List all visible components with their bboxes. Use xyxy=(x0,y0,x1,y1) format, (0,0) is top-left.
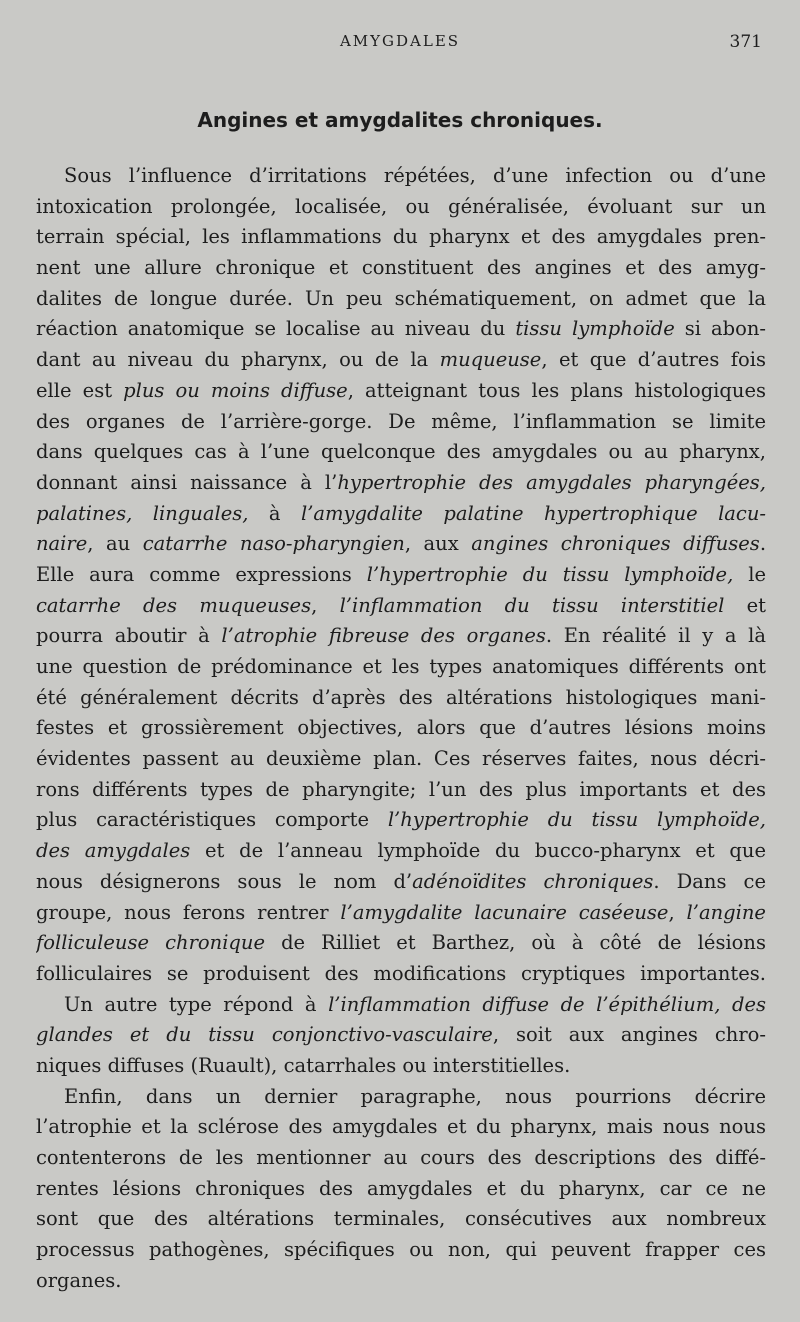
text-span: , et que d’autres fois xyxy=(541,348,766,372)
italic-span: l’atrophie fibreuse des organes xyxy=(221,624,546,648)
text-line xyxy=(36,621,766,652)
text-line xyxy=(36,1266,766,1297)
text-span: l’atrophie et la sclérose des amygdales et du pharynx, mais nous nous xyxy=(36,1115,766,1139)
text-span: donnant ainsi naissance à l’ xyxy=(36,470,338,494)
text-line xyxy=(36,1235,766,1266)
italic-span: l’inflammation du tissu interstitiel xyxy=(339,593,725,617)
text-span: dant au niveau du pharynx, ou de la xyxy=(36,348,440,372)
text-span: , atteignant tous les plans histologiques xyxy=(347,378,766,402)
text-line xyxy=(36,437,766,468)
text-line xyxy=(36,499,766,530)
text-line xyxy=(36,959,766,990)
text-span: à xyxy=(248,501,301,525)
text-span: été généralement décrits d’après des altérations histologiques mani- xyxy=(36,685,766,709)
text-line xyxy=(36,683,766,714)
text-line xyxy=(36,468,766,499)
italic-span: l’hypertrophie du tissu lymphoïde, xyxy=(387,808,766,832)
text-line xyxy=(36,284,766,315)
text-line xyxy=(36,345,766,376)
text-line xyxy=(36,1082,766,1113)
text-span: si abon- xyxy=(674,317,766,341)
italic-span: glandes et du tissu conjonctivo-vasculaire xyxy=(36,1023,493,1047)
page-header xyxy=(0,32,800,56)
text-span: , xyxy=(311,593,340,617)
text-line xyxy=(36,928,766,959)
text-span: , soit aux angines chro- xyxy=(492,1023,766,1047)
text-span: niques diffuses (Ruault), catarrhales ou interstitielles. xyxy=(36,1053,571,1077)
italic-span: l’inflammation diffuse de l’épithélium, des xyxy=(328,992,766,1016)
text-span: des organes de l’arrière-gorge. De même, l’inflammation se limite xyxy=(36,409,766,433)
text-span: le xyxy=(733,562,766,586)
text-span: une question de prédominance et les types anatomiques différents ont xyxy=(36,655,766,678)
text-span: , xyxy=(668,900,687,924)
italic-span: palatines, linguales, xyxy=(36,501,249,525)
text-span: et de l’anneau lymphoïde du bucco-pharynx et que xyxy=(190,839,766,863)
text-span: elle est xyxy=(36,378,124,402)
body-text xyxy=(36,161,766,1296)
text-line xyxy=(36,744,766,775)
italic-span: catarrhe naso-pharyngien xyxy=(142,532,405,556)
text-line xyxy=(36,805,766,836)
text-line xyxy=(36,222,766,253)
text-span: sont que des altérations terminales, consécutives aux nombreux xyxy=(36,1207,766,1231)
text-line xyxy=(36,1020,766,1051)
text-span: et xyxy=(724,593,766,617)
italic-span: adénoïdites chroniques xyxy=(412,869,654,893)
text-span: processus pathogènes, spécifiques ou non, qui peuvent frapper ces xyxy=(36,1238,766,1262)
italic-span: l’amygdalite lacunaire caséeuse xyxy=(340,900,669,924)
text-span: . En réalité il y a là xyxy=(545,624,766,648)
text-line xyxy=(36,1051,766,1082)
text-line xyxy=(36,529,766,560)
text-span: réaction anatomique se localise au niveau du xyxy=(36,317,516,341)
text-span: évidentes passent au deuxième plan. Ces réserves faites, nous décri- xyxy=(36,747,766,771)
text-span: plus caractéristiques comporte xyxy=(36,808,388,832)
text-span: pourra aboutir à xyxy=(36,624,222,648)
text-span: contenterons de les mentionner au cours des descriptions des diffé- xyxy=(36,1146,766,1169)
italic-span: tissu lymphoïde xyxy=(515,317,675,341)
text-span: dans quelques cas à l’une quelconque des amygdales ou au pharynx, xyxy=(36,440,766,464)
italic-span: plus ou moins diffuse xyxy=(123,378,348,402)
text-span: folliculaires se produisent des modifications cryptiques importantes. xyxy=(36,961,766,985)
italic-span: hypertrophie des amygdales pharyngées, xyxy=(337,470,766,494)
italic-span: des amygdales xyxy=(36,839,191,863)
text-span: Elle aura comme expressions xyxy=(36,562,367,586)
italic-span: muqueuse xyxy=(439,348,542,372)
text-span: . Dans ce xyxy=(653,869,766,893)
text-line xyxy=(36,1204,766,1235)
text-span: . xyxy=(759,532,766,556)
italic-span: l’angine xyxy=(686,900,766,924)
text-span: intoxication prolongée, localisée, ou généralisée, évoluant sur un xyxy=(36,194,766,218)
text-line xyxy=(36,407,766,438)
text-line xyxy=(36,591,766,622)
text-span: Un autre type répond à xyxy=(64,992,329,1016)
text-line xyxy=(36,898,766,929)
page-number: 371 xyxy=(729,32,762,52)
running-title: AMYGDALES xyxy=(339,32,461,50)
italic-span: catarrhe des muqueuses xyxy=(36,593,312,617)
text-line xyxy=(36,560,766,591)
section-heading: Angines et amygdalites chroniques. xyxy=(197,108,603,132)
text-line xyxy=(36,1143,766,1174)
text-line xyxy=(36,253,766,284)
text-span: rons différents types de pharyngite; l’un des plus importants et des xyxy=(36,777,766,801)
text-line xyxy=(36,1174,766,1205)
text-line xyxy=(36,867,766,898)
text-span: Enfin, dans un dernier paragraphe, nous pourrions décrire xyxy=(64,1084,766,1108)
italic-span: naire xyxy=(36,532,88,556)
text-line xyxy=(36,775,766,806)
italic-span: angines chroniques diffuses xyxy=(471,532,760,556)
text-line xyxy=(36,192,766,223)
text-span: de Rilliet et Barthez, où à côté de lésions xyxy=(265,931,766,955)
text-span: Sous l’influence d’irritations répétées, d’une infection ou d’une xyxy=(64,164,766,187)
text-span: dalites de longue durée. Un peu schématiquement, on admet que la xyxy=(36,286,766,310)
italic-span: l’hypertrophie du tissu lymphoïde, xyxy=(366,562,734,586)
text-span: , aux xyxy=(404,532,472,556)
text-line xyxy=(36,161,766,192)
italic-span: l’amygdalite palatine hypertrophique lacu- xyxy=(300,501,766,525)
text-line xyxy=(36,990,766,1021)
italic-span: folliculeuse chronique xyxy=(36,931,266,955)
text-line xyxy=(36,713,766,744)
text-span: groupe, nous ferons rentrer xyxy=(36,900,341,924)
text-line xyxy=(36,314,766,345)
text-line xyxy=(36,1112,766,1143)
text-span: organes. xyxy=(36,1268,122,1292)
text-span: , au xyxy=(87,532,143,556)
text-line xyxy=(36,836,766,867)
text-span: rentes lésions chroniques des amygdales et du pharynx, car ce ne xyxy=(36,1176,766,1200)
text-span: festes et grossièrement objectives, alors que d’autres lésions moins xyxy=(36,716,766,740)
text-span: nous désignerons sous le nom d’ xyxy=(36,869,413,893)
text-line xyxy=(36,376,766,407)
text-span: terrain spécial, les inflammations du pharynx et des amygdales pren- xyxy=(36,225,766,249)
text-line xyxy=(36,652,766,683)
text-span: nent une allure chronique et constituent des angines et des amyg- xyxy=(36,256,766,280)
